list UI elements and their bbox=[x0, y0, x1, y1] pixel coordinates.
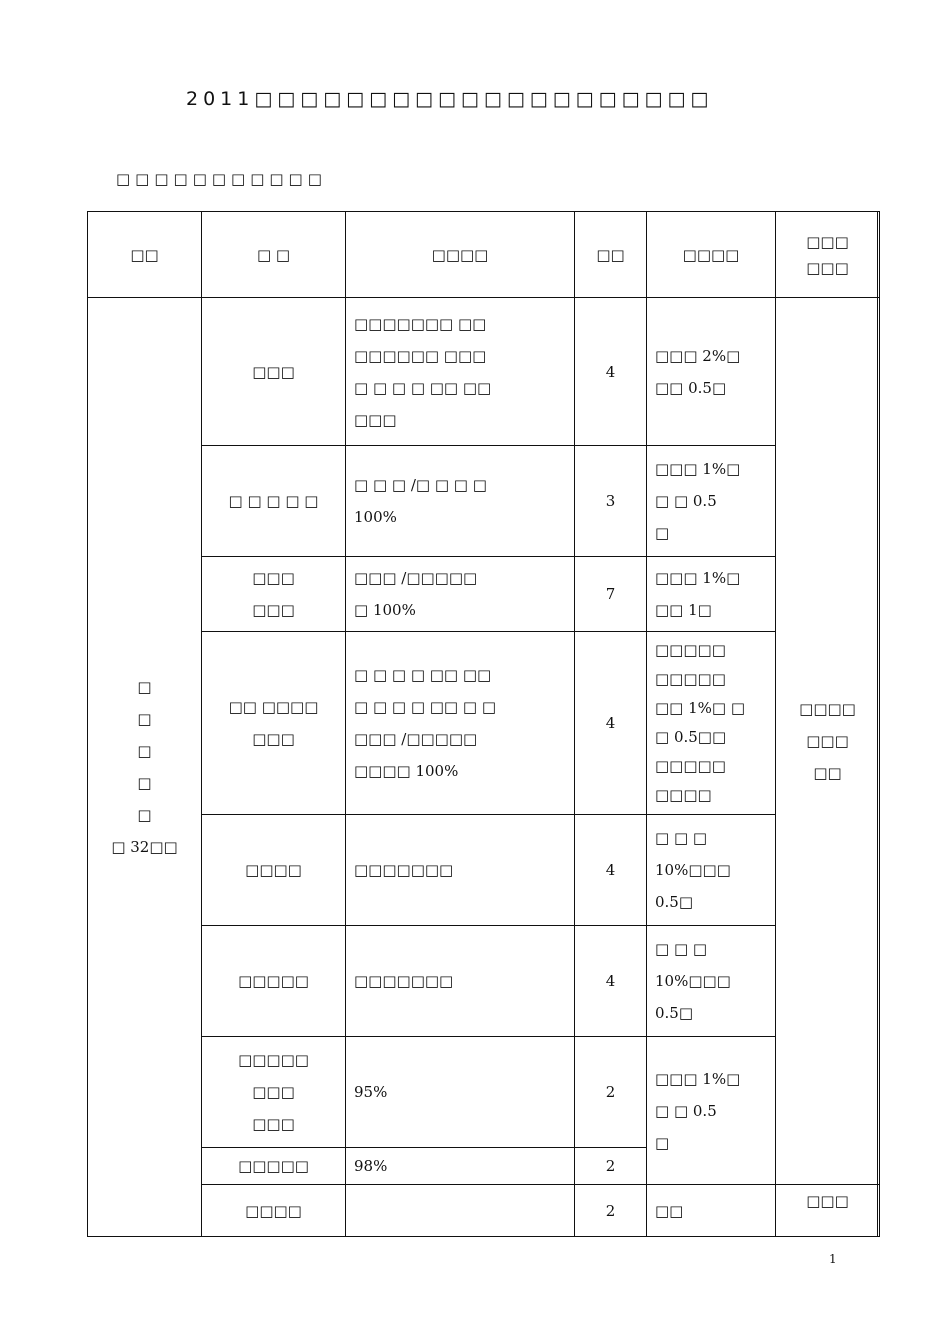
row-target: □□□ /□□□□□ □ 100% bbox=[346, 557, 575, 632]
row-score: 4 bbox=[575, 926, 647, 1037]
header-score: □□ bbox=[575, 212, 647, 298]
row-target bbox=[346, 1185, 575, 1237]
row-score: 4 bbox=[575, 815, 647, 926]
document-title: 2011□□□□□□□□□□□□□□□□□□□□ bbox=[186, 88, 714, 110]
category-points: □ 32□□ bbox=[111, 838, 178, 856]
category-cell: □ □ □ □ □ □ 32□□ bbox=[88, 298, 202, 1237]
header-rule: □□□□ bbox=[647, 212, 776, 298]
table-row bbox=[88, 298, 880, 446]
row-rule: □□□ 1%□ □ □ 0.5 □ bbox=[647, 1037, 776, 1185]
row-rule: □□□ 1%□ □□ 1□ bbox=[647, 557, 776, 632]
row-item: □□□ □□□ bbox=[202, 557, 346, 632]
table-row bbox=[88, 926, 880, 1037]
row-item: □□□□□ □□□ □□□ bbox=[202, 1037, 346, 1148]
header-dept: □□□ □□□ bbox=[776, 212, 880, 298]
row-target: □ □ □ /□ □ □ □ 100% bbox=[346, 446, 575, 557]
table-row bbox=[88, 815, 880, 926]
row-score: 2 bbox=[575, 1037, 647, 1148]
row-score: 4 bbox=[575, 298, 647, 446]
row-rule: □ □ □ 10%□□□ 0.5□ bbox=[647, 926, 776, 1037]
row-target: □□□□□□□ bbox=[346, 815, 575, 926]
header-item: □ □ bbox=[202, 212, 346, 298]
table-header-row bbox=[88, 212, 880, 298]
row-item: □□□□□ bbox=[202, 926, 346, 1037]
row-dept: □□□ bbox=[776, 1185, 880, 1237]
table-double-border bbox=[877, 211, 880, 1236]
page-number: 1 bbox=[829, 1252, 837, 1266]
table-row bbox=[88, 557, 880, 632]
header-category: □□ bbox=[88, 212, 202, 298]
row-target: 95% bbox=[346, 1037, 575, 1148]
row-rule: □ □ □ 10%□□□ 0.5□ bbox=[647, 815, 776, 926]
table-row bbox=[88, 446, 880, 557]
row-score: 3 bbox=[575, 446, 647, 557]
section-subtitle: □□□□□□□□□□□ bbox=[116, 170, 327, 188]
row-target: □ □ □ □ □□ □□ □ □ □ □ □□ □ □ □□□ /□□□□□ □□□□ 100% bbox=[346, 632, 575, 815]
row-score: 2 bbox=[575, 1185, 647, 1237]
row-rule: □□□ 2%□ □□ 0.5□ bbox=[647, 298, 776, 446]
row-rule: □□□□□ □□□□□ □□ 1%□ □ □ 0.5□□ □□□□□ □□□□ bbox=[647, 632, 776, 815]
row-item: □□□□ bbox=[202, 1185, 346, 1237]
row-rule: □□ bbox=[647, 1185, 776, 1237]
table-row bbox=[88, 1037, 880, 1148]
row-item: □□□ bbox=[202, 298, 346, 446]
row-target: 98% bbox=[346, 1148, 575, 1185]
header-target: □□□□ bbox=[346, 212, 575, 298]
table-row bbox=[88, 1185, 880, 1237]
row-rule: □□□ 1%□ □ □ 0.5 □ bbox=[647, 446, 776, 557]
row-score: 7 bbox=[575, 557, 647, 632]
row-item: □□ □□□□ □□□ bbox=[202, 632, 346, 815]
row-target: □□□□□□□ □□ □□□□□□ □□□ □ □ □ □ □□ □□ □□□ bbox=[346, 298, 575, 446]
row-item: □□□□ bbox=[202, 815, 346, 926]
row-target: □□□□□□□ bbox=[346, 926, 575, 1037]
assessment-table bbox=[87, 211, 880, 1237]
row-item: □□□□□ bbox=[202, 1148, 346, 1185]
row-score: 4 bbox=[575, 632, 647, 815]
table-row bbox=[88, 632, 880, 815]
merged-dept-cell: □□□□ □□□ □□ bbox=[776, 298, 880, 1185]
row-score: 2 bbox=[575, 1148, 647, 1185]
row-item: □ □ □ □ □ bbox=[202, 446, 346, 557]
